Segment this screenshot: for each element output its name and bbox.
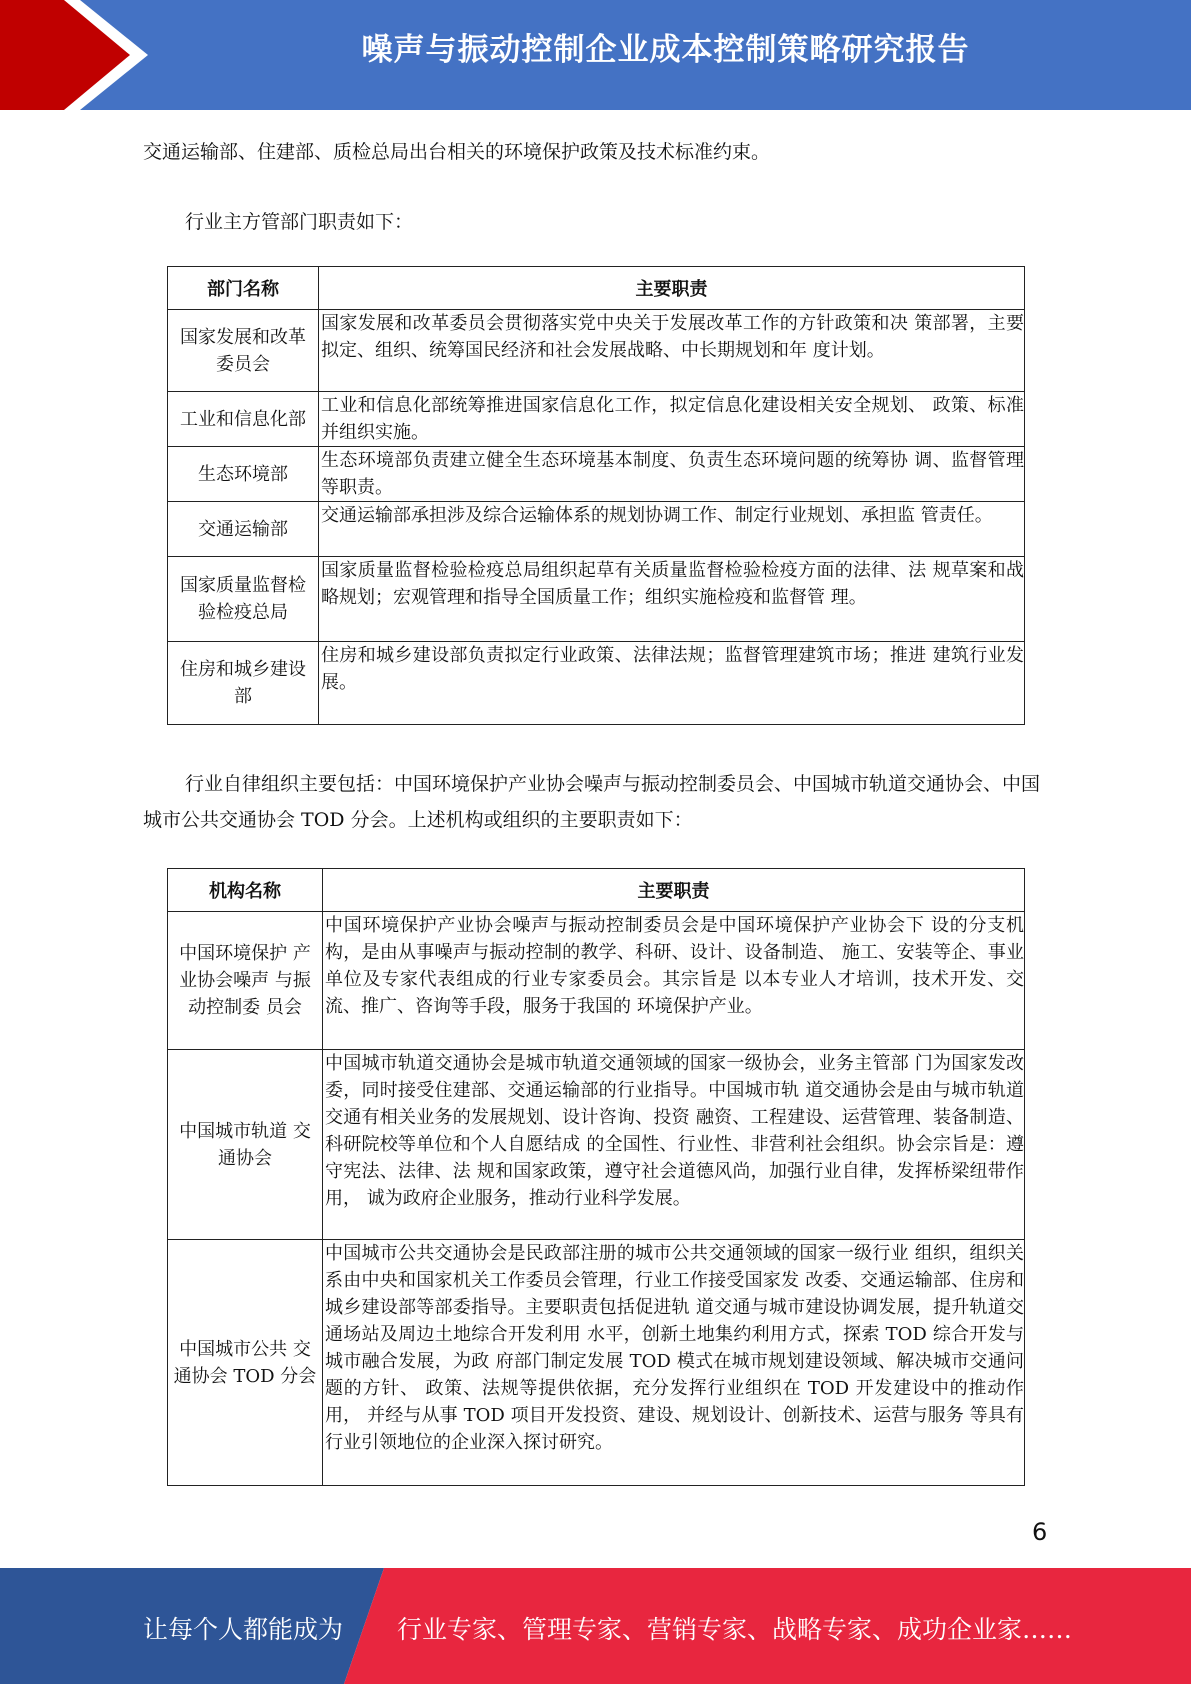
dept-duty: 工业和信息化部统筹推进国家信息化工作，拟定信息化建设相关安全规划、 政策、标准并组织实施。 (319, 392, 1025, 447)
table-row (168, 1240, 1025, 1486)
header-duty: 主要职责 (323, 869, 1025, 912)
header-duty: 主要职责 (319, 267, 1025, 310)
dept-name: 交通运输部 (168, 502, 319, 557)
authorities-table (167, 266, 1025, 725)
org-duty: 中国城市公共交通协会是民政部注册的城市公共交通领域的国家一级行业 组织，组织关系由中央和国家机关工作委员会管理，行业工作接受国家发 改委、交通运输部、住房和城乡建设部等部委指导。主要职责包括促进轨 道交通与城市建设协调发展，提升轨道交通场站及周边土地综合开发利用 水平，创新土地集约利用方式，探索 TOD 综合开发与城市融合发展，为政 府部门制定发展 TOD 模式在城市规划建设领域、解决城市交通问题的方针、 政策、法规等提供依据，充分发挥行业组织在 TOD 开发建设中的推动作用， 并经与从事 TOD 项目开发投资、建设、规划设计、创新技术、运营与服务 等具有行业引领地位的企业深入探讨研究。 (323, 1240, 1025, 1486)
footer-slogan-left: 让每个人都能成为 (143, 1615, 344, 1644)
table-header-row (168, 869, 1025, 912)
org-name: 中国城市公共 交通协会 TOD 分会 (168, 1240, 323, 1486)
dept-duty: 住房和城乡建设部负责拟定行业政策、法律法规；监督管理建筑市场；推进 建筑行业发展。 (319, 642, 1025, 725)
page-number: 6 (1032, 1518, 1048, 1546)
table-row (168, 912, 1025, 1050)
page-footer (0, 1568, 1191, 1684)
footer-slogan-right: 行业专家、管理专家、营销专家、战略专家、成功企业家…… (397, 1615, 1073, 1644)
dept-duty: 交通运输部承担涉及综合运输体系的规划协调工作、制定行业规划、承担监 管责任。 (319, 502, 1025, 557)
table-row (168, 447, 1025, 502)
dept-name: 国家发展和改革委员会 (168, 310, 319, 392)
header-arrow-decoration (0, 0, 150, 110)
header-org-name: 机构名称 (168, 869, 323, 912)
dept-name: 工业和信息化部 (168, 392, 319, 447)
org-duty: 中国环境保护产业协会噪声与振动控制委员会是中国环境保护产业协会下 设的分支机构，是由从事噪声与振动控制的教学、科研、设计、设备制造、 施工、安装等企、事业单位及专家代表组成的行业专家委员会。其宗旨是 以本专业人才培训，技术开发、交流、推广、咨询等手段，服务于我国的 环境保护产业。 (323, 912, 1025, 1050)
header-dept-name: 部门名称 (168, 267, 319, 310)
dept-duty: 国家质量监督检验检疫总局组织起草有关质量监督检验检疫方面的法律、法 规草案和战略规划；宏观管理和指导全国质量工作；组织实施检疫和监督管 理。 (319, 557, 1025, 642)
dept-name: 生态环境部 (168, 447, 319, 502)
table-row (168, 1050, 1025, 1240)
report-title: 噪声与振动控制企业成本控制策略研究报告 (361, 32, 970, 68)
intro-paragraph: 交通运输部、住建部、质检总局出台相关的环境保护政策及技术标准约束。 (143, 141, 771, 163)
table-row (168, 557, 1025, 642)
table-row (168, 502, 1025, 557)
dept-duty: 生态环境部负责建立健全生态环境基本制度、负责生态环境问题的统筹协 调、监督管理等职责。 (319, 447, 1025, 502)
table-row (168, 310, 1025, 392)
authorities-intro: 行业主方管部门职责如下： (185, 211, 414, 233)
page-header (0, 0, 1191, 110)
table-row (168, 392, 1025, 447)
org-name: 中国环境保护 产业协会噪声 与振动控制委 员会 (168, 912, 323, 1050)
table-header-row (168, 267, 1025, 310)
dept-name: 国家质量监督检验检疫总局 (168, 557, 319, 642)
self-regulatory-paragraph: 行业自律组织主要包括：中国环境保护产业协会噪声与振动控制委员会、中国城市轨道交通协会、中国城市公共交通协会 TOD 分会。上述机构或组织的主要职责如下： (143, 773, 1041, 831)
table-row (168, 642, 1025, 725)
org-duty: 中国城市轨道交通协会是城市轨道交通领域的国家一级协会，业务主管部 门为国家发改委，同时接受住建部、交通运输部的行业指导。中国城市轨 道交通协会是由与城市轨道交通有相关业务的发展规划、设计咨询、投资 融资、工程建设、运营管理、装备制造、科研院校等单位和个人自愿结成 的全国性、行业性、非营利社会组织。协会宗旨是：遵守宪法、法律、法 规和国家政策，遵守社会道德风尚，加强行业自律，发挥桥梁纽带作用， 诚为政府企业服务，推动行业科学发展。 (323, 1050, 1025, 1240)
organizations-table (167, 868, 1025, 1486)
org-name: 中国城市轨道 交通协会 (168, 1050, 323, 1240)
dept-name: 住房和城乡建设部 (168, 642, 319, 725)
dept-duty: 国家发展和改革委员会贯彻落实党中央关于发展改革工作的方针政策和决 策部署，主要拟定、组织、统筹国民经济和社会发展战略、中长期规划和年 度计划。 (319, 310, 1025, 392)
